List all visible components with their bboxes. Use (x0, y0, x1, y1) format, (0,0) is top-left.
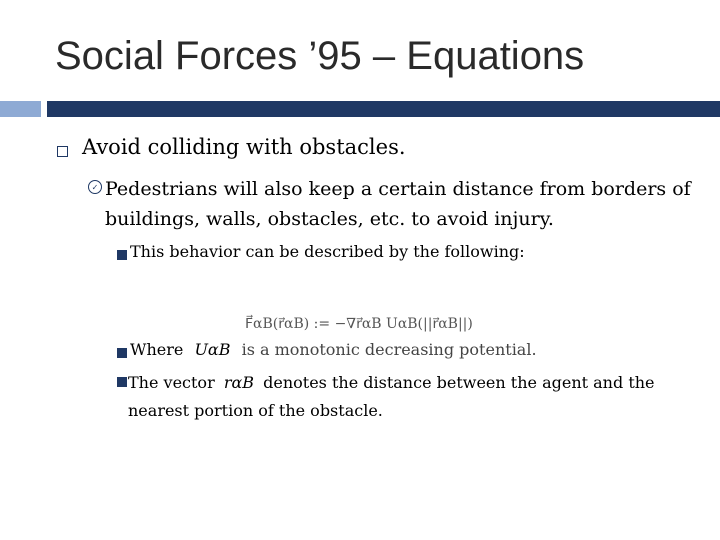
square-bullet-icon (57, 146, 68, 157)
vector-prefix: The vector (128, 373, 215, 392)
slide-title: Social Forces ’95 – Equations (55, 34, 585, 78)
vector-symbol: rαB (223, 373, 255, 392)
accent-bar-dark (47, 101, 720, 117)
filled-square-bullet-icon (117, 377, 127, 387)
bullet-level3-behavior: This behavior can be described by the following: (130, 242, 525, 261)
bullet-level3-where (130, 340, 537, 359)
where-rest: is a monotonic decreasing potential. (241, 340, 537, 359)
where-symbol: UαB (194, 340, 231, 359)
bullet-level3-vector (128, 369, 698, 425)
accent-bar-light (0, 101, 41, 117)
filled-square-bullet-icon (117, 348, 127, 358)
where-prefix: Where (130, 340, 184, 359)
bullet-level1: Avoid colliding with obstacles. (82, 135, 406, 159)
vector-rest: denotes the distance between the agent and the nearest portion of the obstacle. (128, 373, 655, 420)
bullet-level2: Pedestrians will also keep a certain distance from borders of buildings, walls, obstacles, etc. to avoid injury. (105, 178, 691, 230)
circle-bullet-icon: ✓ (88, 180, 102, 194)
equation-text: F⃗αB(r⃗αB) := −∇r⃗αB UαB(||r⃗αB||) (245, 316, 473, 332)
equation-image (245, 316, 473, 332)
filled-square-bullet-icon (117, 250, 127, 260)
